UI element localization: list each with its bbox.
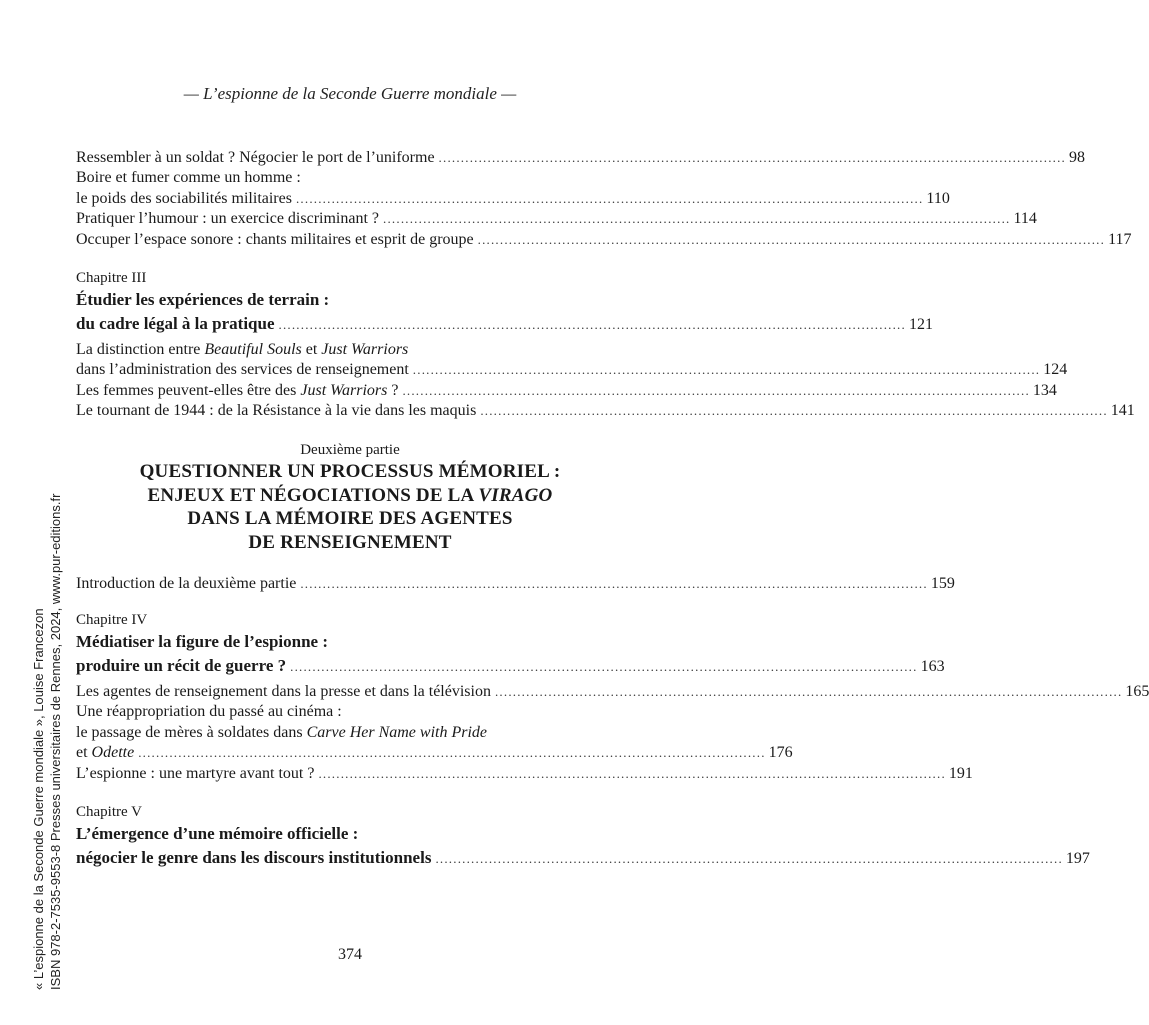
toc-page-number: 191 [948, 764, 973, 782]
italic-term: Carve Her Name with Pride [306, 723, 488, 741]
part-title-line [0, 484, 700, 508]
leader-dots: ............................................................................................................................................. [290, 659, 918, 674]
italic-term: Beautiful Souls [204, 341, 302, 358]
toc-page-number: 117 [1108, 230, 1132, 248]
toc-entry-title: Le tournant de 1944 : de la Résistance à la vie dans les maquis [76, 402, 477, 420]
text-segment: et [76, 744, 92, 762]
italic-term: Just Warriors [300, 381, 388, 399]
toc-page-number: 134 [1032, 381, 1057, 399]
leader-dots: ............................................................................................................................................. [318, 765, 946, 781]
toc-page-number: 121 [908, 316, 933, 333]
toc-entry-title: Les agentes de renseignement dans la presse et dans la télévision [76, 683, 491, 700]
toc-page-number: 163 [920, 658, 945, 675]
leader-dots: ............................................................................................................................................. [435, 851, 1063, 866]
italic-term: Just Warriors [321, 341, 409, 358]
leader-dots: ............................................................................................................................................. [278, 317, 906, 332]
toc-entry[interactable] [76, 148, 1085, 168]
leader-dots: ............................................................................................................................................. [295, 190, 924, 206]
part-title-line: QUESTIONNER UN PROCESSUS MÉMORIEL : [139, 461, 561, 482]
part-title [0, 460, 700, 554]
text-segment: Les femmes peuvent-elles être des [76, 381, 301, 399]
toc-entry-title [76, 723, 575, 743]
part-title-line: DE RENSEIGNEMENT [248, 531, 452, 553]
toc-entry[interactable] [76, 764, 973, 784]
toc-entry[interactable] [76, 682, 1149, 702]
page-number: 374 [338, 946, 362, 963]
toc-entry-title: Occuper l’espace sonore : chants militaires et esprit de groupe [76, 230, 474, 248]
toc-entry-title [76, 340, 575, 360]
leader-dots: ............................................................................................................................................. [480, 403, 1108, 419]
toc-entry[interactable] [76, 574, 955, 594]
side-note-line: ISBN 978-2-7535-9553-8 Presses universitaires de Rennes, 2024, www.pur-editions.fr [48, 493, 63, 990]
chapter-title: produire un récit de guerre ? [76, 656, 287, 675]
chapter-title: L’émergence d’une mémoire officielle : [76, 824, 359, 843]
toc-entry-title: Pratiquer l’humour : un exercice discriminant ? [76, 210, 380, 228]
toc-entry[interactable] [76, 743, 793, 763]
toc-entry-title: Introduction de la deuxième partie [76, 575, 297, 592]
chapter-title: du cadre légal à la pratique [76, 314, 275, 333]
text-segment: La distinction entre [76, 341, 205, 358]
chapter-title: Étudier les expériences de terrain : [76, 290, 330, 309]
leader-dots: ............................................................................................................................................. [438, 150, 1066, 165]
toc-entry[interactable] [76, 401, 1135, 421]
toc-page-number: 114 [1013, 210, 1037, 228]
chapter-title: Médiatiser la figure de l’espionne : [76, 632, 328, 651]
toc-entry-title: Une réappropriation du passé au cinéma : [76, 703, 342, 721]
running-header: — L’espionne de la Seconde Guerre mondiale — [183, 84, 517, 103]
leader-dots: ............................................................................................................................................. [477, 231, 1106, 247]
toc-chapter-4 [76, 610, 1149, 784]
leader-dots: ............................................................................................................................................. [494, 684, 1123, 699]
side-copyright-note [30, 160, 64, 990]
toc-page-number: 197 [1065, 850, 1090, 867]
side-note-line: « L’espionne de la Seconde Guerre mondiale », Louise Francezon [31, 608, 46, 990]
toc-page-number: 110 [926, 189, 950, 207]
leader-dots: ............................................................................................................................................. [300, 576, 928, 591]
toc-entry-title: Ressembler à un soldat ? Négocier le port de l’uniforme [76, 149, 435, 166]
chapter-title: négocier le genre dans les discours institutionnels [76, 848, 432, 867]
toc-entry-title: le poids des sociabilités militaires [76, 189, 292, 207]
toc-page-number: 176 [768, 744, 793, 762]
toc-chapter-3 [76, 268, 1135, 422]
toc-entry-title: L’espionne : une martyre avant tout ? [76, 764, 315, 782]
toc-entry[interactable] [76, 209, 1037, 229]
text-segment: ? [387, 381, 399, 399]
leader-dots: ............................................................................................................................................. [412, 362, 1041, 378]
toc-entry[interactable] [76, 312, 933, 336]
toc-entry[interactable] [76, 189, 950, 209]
italic-term: Odette [91, 744, 135, 762]
text-segment: ENJEUX ET NÉGOCIATIONS DE LA [147, 484, 479, 506]
text-segment: le passage de mères à soldates dans [76, 723, 307, 741]
leader-dots: ............................................................................................................................................. [138, 745, 766, 761]
toc-page-number: 159 [930, 575, 955, 592]
leader-dots: ............................................................................................................................................. [402, 382, 1030, 398]
toc-section-top [76, 148, 1132, 250]
toc-page-number: 141 [1110, 402, 1135, 420]
text-segment: et [301, 341, 322, 358]
toc-entry-title [76, 743, 134, 763]
toc-entry-title [76, 381, 398, 401]
toc-entry[interactable] [76, 230, 1132, 250]
toc-chapter-5 [76, 802, 1090, 870]
toc-entry-title: Boire et fumer comme un homme : [76, 169, 301, 187]
toc-page-number: 124 [1043, 361, 1068, 379]
toc-entry[interactable] [76, 846, 1090, 870]
chapter-label: Chapitre V [76, 804, 142, 820]
part-label: Deuxième partie [300, 442, 400, 458]
chapter-label: Chapitre III [76, 270, 147, 286]
toc-entry[interactable] [76, 654, 945, 678]
toc-part-intro [76, 574, 955, 594]
toc-entry[interactable] [76, 360, 1068, 380]
part-title-line: DANS LA MÉMOIRE DES AGENTES [187, 508, 513, 529]
italic-term: VIRAGO [478, 484, 553, 506]
toc-entry[interactable] [76, 381, 1057, 401]
toc-page-number: 98 [1069, 149, 1085, 166]
toc-entry-title: dans l’administration des services de renseignement [76, 361, 409, 379]
chapter-label: Chapitre IV [76, 612, 148, 628]
leader-dots: ............................................................................................................................................. [383, 211, 1011, 227]
toc-page-number: 165 [1125, 683, 1149, 700]
